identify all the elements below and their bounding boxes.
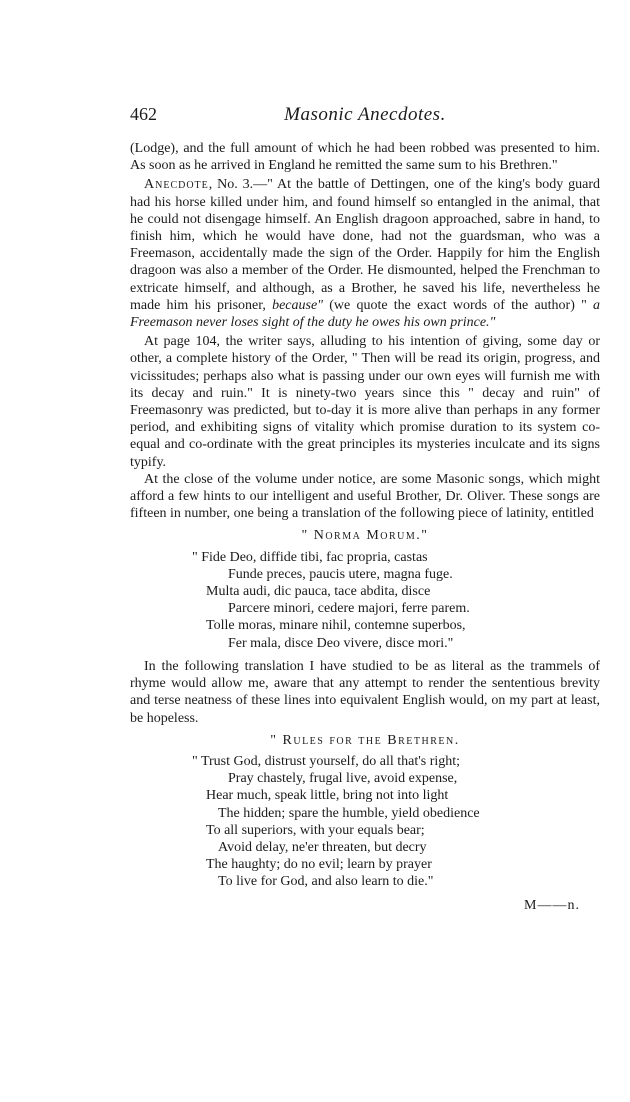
english-poem-title: " Rules for the Brethren. — [270, 732, 460, 748]
page-number: 462 — [130, 104, 157, 124]
paragraph-anecdote-3 — [130, 176, 600, 331]
running-head — [130, 104, 600, 128]
paragraph-translation-text: In the following translation I have studied to be as literal as the trammels of rhyme would allow me, aware that any attempt to render the sententious brevity and terse neatness of these lines into equivalent English would, on my part at least, be hopeless. — [130, 658, 600, 726]
english-poem — [192, 753, 600, 891]
paragraph-page-104 — [130, 333, 600, 471]
anecdote-italic-quote: a Freemason never loses sight of the duty he owes his own prince." — [130, 297, 601, 331]
anecdote-because: because" — [272, 297, 324, 313]
latin-poem-line: Fer mala, disce Deo vivere, disce mori." — [228, 635, 454, 651]
paragraph-page-104-text: At page 104, the writer says, alluding to his intention of giving, some day or other, a complete history of the Order, " Then will be read its origin, progress, and vicissitudes; perhaps also what is passing under our own eyes will furnish me with its decay and ruin." It is ninety-two years since this " decay and ruin" of Freemasonry was predicted, but to-day it is more alive than perhaps in any former period, and exhibiting signs of vitality which promise duration to its system co-equal and co-ordinate with the great principles its mysteries inculcate and its signs typify. — [130, 334, 600, 470]
english-poem-line: The hidden; spare the humble, yield obedience — [218, 805, 480, 821]
english-poem-line: To all superiors, with your equals bear; — [206, 822, 425, 838]
english-poem-line: Hear much, speak little, bring not into light — [206, 788, 449, 804]
running-title: Masonic Anecdotes. — [284, 104, 446, 125]
latin-poem-title: " Norma Morum." — [301, 528, 429, 544]
english-poem-line: Pray chastely, frugal live, avoid expense, — [228, 771, 458, 787]
latin-poem-line: Funde preces, paucis utere, magna fuge. — [228, 566, 453, 582]
body-text — [130, 140, 600, 914]
latin-poem-line: Parcere minori, cedere majori, ferre parem. — [228, 601, 470, 617]
anecdote-label: Anecdote — [144, 177, 209, 193]
paragraph-translation — [130, 658, 600, 727]
latin-poem — [192, 549, 600, 652]
english-poem-line: Avoid delay, ne'er threaten, but decry — [218, 839, 427, 855]
anecdote-text: , No. 3.—" At the battle of Dettingen, one of the king's body guard had his horse killed under him, and found himself so entangled in the animal, that he could not disengage himself. An English dragoon approached, sabre in hand, to finish him, which he would have done, had not the guardsman, who was a Freemason, accidentally made the sign of the Order. Happily for him the English dragoon was also a member of the Order. He dismounted, helped the Frenchman to extricate himself, and although, as a Brother, he saved his life, nevertheless he made him his prisoner, — [130, 177, 600, 313]
paragraph-lodge-text: (Lodge), and the full amount of which he had been robbed was presented to him. As soon as he arrived in England he remitted the same sum to his Brethren." — [130, 141, 600, 174]
latin-poem-line: Multa audi, dic pauca, tace abdita, disce — [206, 584, 431, 600]
paragraph-masonic-songs — [130, 471, 600, 523]
latin-poem-line: " Fide Deo, diffide tibi, fac propria, castas — [192, 549, 428, 565]
latin-poem-line: Tolle moras, minare nihil, contemne superbos, — [206, 618, 466, 634]
author-signature: M——n. — [524, 897, 580, 913]
paragraph-masonic-songs-text: At the close of the volume under notice, are some Masonic songs, which might afford a few hints to our intelligent and useful Brother, Dr. Oliver. These songs are fifteen in number, one being a translation of the following piece of latinity, entitled — [130, 471, 600, 522]
paragraph-lodge — [130, 140, 600, 174]
english-poem-line: " Trust God, distrust yourself, do all that's right; — [192, 753, 461, 769]
english-poem-line: To live for God, and also learn to die." — [218, 874, 434, 890]
english-poem-line: The haughty; do no evil; learn by prayer — [206, 857, 432, 873]
anecdote-mid: (we quote the exact words of the author) " — [323, 297, 594, 313]
